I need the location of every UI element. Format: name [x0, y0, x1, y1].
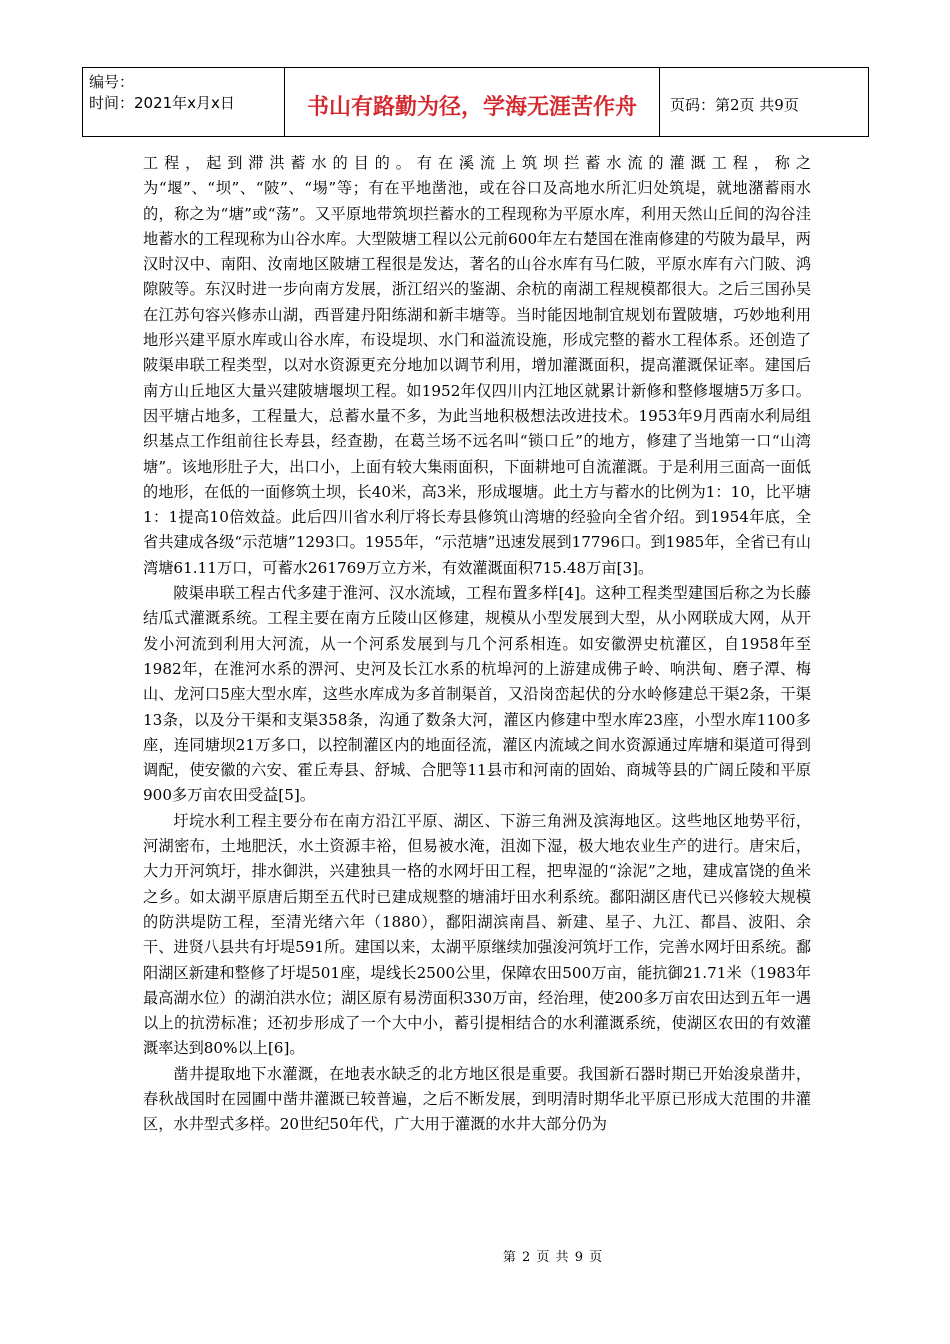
header-motto: 书山有路勤为径，学海无涯苦作舟: [306, 94, 637, 120]
document-number-label: 编号：: [89, 73, 135, 91]
document-time-label: 时间：2021年x月x日: [89, 94, 235, 112]
header-motto-cell: [285, 68, 660, 136]
document-body: [143, 151, 811, 1138]
body-paragraph: 工程，起到滞洪蓄水的目的。有在溪流上筑坝拦蓄水流的灌溉工程，称之为“堰”、“坝”、“陂”、“埸”等；有在平地凿池，或在谷口及高地水所汇归处筑堤，就地潴蓄雨水的，称之为“塘”或“荡”。又平原地带筑坝拦蓄水的工程现称为平原水库，利用天然山丘间的沟谷洼地蓄水的工程现称为山谷水库。大型陂塘工程以公元前600年左右楚国在淮南修建的芍陂为最早，两汉时汉中、南阳、汝南地区陂塘工程很是发达，著名的山谷水库有马仁陂，平原水库有六门陂、鸿隙陂等。东汉时进一步向南方发展，浙江绍兴的鉴湖、余杭的南湖工程规模都很大。之后三国孙吴在江苏句容兴修赤山湖，西晋建丹阳练湖和新丰塘等。当时能因地制宜规划布置陂塘，巧妙地利用地形兴建平原水库或山谷水库，布设堤坝、水门和溢流设施，形成完整的蓄水工程体系。还创造了陂渠串联工程类型，以对水资源更充分地加以调节利用，增加灌溉面积，提高灌溉保证率。建国后南方山丘地区大量兴建陂塘堰坝工程。如1952年仅四川内江地区就累计新修和整修堰塘5万多口。因平塘占地多，工程量大，总蓄水量不多，为此当地积极想法改进技术。1953年9月西南水利局组织基点工作组前往长寿县，经查勘，在葛兰场不远名叫“锁口丘”的地方，修建了当地第一口“山湾塘”。该地形肚子大，出口小，上面有较大集雨面积，下面耕地可自流灌溉。于是利用三面高一面低的地形，在低的一面修筑土坝，长40米，高3米，形成堰塘。此土方与蓄水的比例为1：10，比平塘1：1提高10倍效益。此后四川省水利厅将长寿县修筑山湾塘的经验向全省介绍。到1954年底，全省共建成各级“示范塘”1293口。1955年，“示范塘”迅速发展到17796口。到1985年，全省已有山湾塘61.11万口，可蓄水261769万立方米，有效灌溉面积715.48万亩[3]。: [143, 154, 811, 577]
header-page-cell: [660, 68, 868, 136]
body-paragraph: 陂渠串联工程古代多建于淮河、汉水流域，工程布置多样[4]。这种工程类型建国后称之为长藤结瓜式灌溉系统。工程主要在南方丘陵山区修建，规模从小型发展到大型，从小网联成大网，从开发小河流到利用大河流，从一个河系发展到与几个河系相连。如安徽淠史杭灌区，自1958年至1982年，在淮河水系的淠河、史河及长江水系的杭埠河的上游建成佛子岭、响洪甸、磨子潭、梅山、龙河口5座大型水库，这些水库成为多首制渠首，又沿岗峦起伏的分水岭修建总干渠2条，干渠13条，以及分干渠和支渠358条，沟通了数条大河，灌区内修建中型水库23座，小型水库1100多座，连同塘坝21万多口，以控制灌区内的地面径流，灌区内流域之间水资源通过库塘和渠道可得到调配，使安徽的六安、霍丘寿县、舒城、合肥等11县市和河南的固始、商城等县的广阔丘陵和平原900多万亩农田受益[5]。: [143, 584, 811, 805]
body-paragraph: 凿井提取地下水灌溉，在地表水缺乏的北方地区很是重要。我国新石器时期已开始浚泉凿井，春秋战国时在园圃中凿井灌溉已较普遍，之后不断发展，到明清时期华北平原已形成大范围的井灌区，水井型式多样。20世纪50年代，广大用于灌溉的水井大部分仍为: [143, 1064, 811, 1134]
footer-page-number: 第 2 页 共 9 页: [502, 1250, 604, 1265]
header-page-info: 页码：第2页 共9页: [670, 95, 799, 114]
page-footer: [0, 1246, 950, 1265]
document-header: [82, 67, 869, 137]
header-meta-cell: [83, 68, 285, 136]
body-paragraph: 圩垸水利工程主要分布在南方沿江平原、湖区、下游三角洲及滨海地区。这些地区地势平衍，河湖密布，土地肥沃，水土资源丰裕，但易被水淹，沮洳下湿，极大地农业生产的进行。唐宋后，大力开河筑圩，排水御洪，兴建独具一格的水网圩田工程，把卑湿的“涂泥”之地，建成富饶的鱼米之乡。如太湖平原唐后期至五代时已建成规整的塘浦圩田水利系统。鄱阳湖区唐代已兴修较大规模的防洪堤防工程，至清光绪六年（1880），鄱阳湖滨南昌、新建、星子、九江、都昌、波阳、余干、进贤八县共有圩堤591所。建国以来，太湖平原继续加强浚河筑圩工作，完善水网圩田系统。鄱阳湖区新建和整修了圩堤501座，堤线长2500公里，保障农田500万亩，能抗御21.71米（1983年最高湖水位）的湖泊洪水位；湖区原有易涝面积330万亩，经治理，使200多万亩农田达到五年一遇以上的抗涝标准；还初步形成了一个大中小，蓄引提相结合的水利灌溉系统，使湖区农田的有效灌溉率达到80%以上[6]。: [143, 811, 811, 1058]
